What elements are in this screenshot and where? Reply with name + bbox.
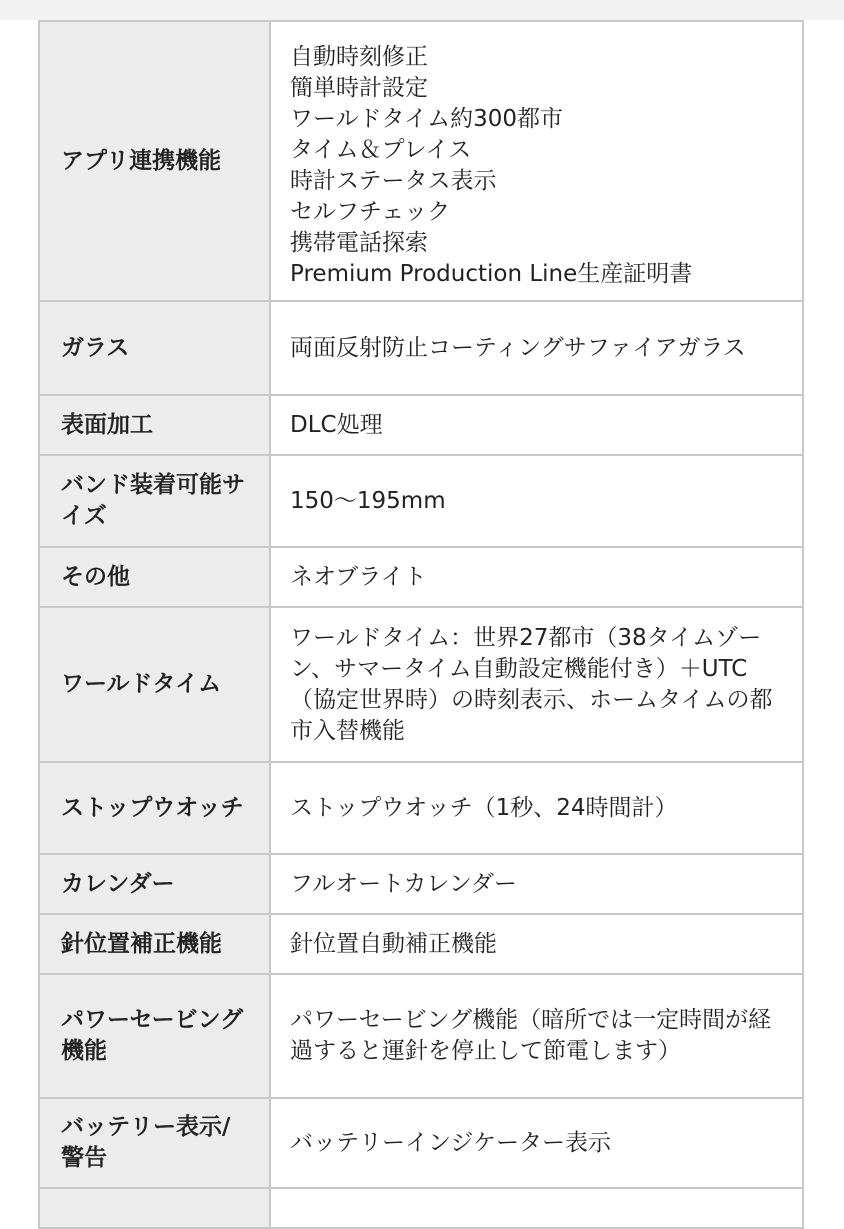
table-row — [39, 301, 803, 395]
spec-label: ワールドタイム — [39, 607, 270, 762]
table-row — [39, 607, 803, 762]
spec-label: ガラス — [39, 301, 270, 395]
spec-label: バンド装着可能サイズ — [39, 455, 270, 547]
spec-value: ネオブライト — [270, 547, 803, 607]
spec-value: 針位置自動補正機能 — [270, 914, 803, 974]
spec-value: フルオートカレンダー — [270, 854, 803, 914]
spec-label: カレンダー — [39, 854, 270, 914]
table-row — [39, 547, 803, 607]
spec-value: ワールドタイム：世界27都市（38タイムゾーン、サマータイム自動設定機能付き）＋UTC（協定世界時）の時刻表示、ホームタイムの都市入替機能 — [270, 607, 803, 762]
top-band — [0, 0, 844, 20]
spec-label: アプリ連携機能 — [39, 21, 270, 301]
table-row — [39, 974, 803, 1098]
spec-value: DLC処理 — [270, 395, 803, 455]
spec-label: 針位置補正機能 — [39, 914, 270, 974]
table-row — [39, 455, 803, 547]
spec-label — [39, 1188, 270, 1228]
spec-label: その他 — [39, 547, 270, 607]
table-row — [39, 914, 803, 974]
table-row — [39, 21, 803, 301]
spec-label: 表面加工 — [39, 395, 270, 455]
spec-value: 自動時刻修正 簡単時計設定 ワールドタイム約300都市 タイム＆プレイス 時計ステータス表示 セルフチェック 携帯電話探索 Premium Production Line生産証明書 — [270, 21, 803, 301]
spec-value — [270, 1188, 803, 1228]
table-row — [39, 854, 803, 914]
spec-value: バッテリーインジケーター表示 — [270, 1098, 803, 1188]
table-row — [39, 1098, 803, 1188]
table-row — [39, 1188, 803, 1228]
spec-label: バッテリー表示/警告 — [39, 1098, 270, 1188]
spec-value: パワーセービング機能（暗所では一定時間が経過すると運針を停止して節電します） — [270, 974, 803, 1098]
spec-label: ストップウオッチ — [39, 762, 270, 854]
spec-table — [38, 20, 804, 1229]
table-row — [39, 395, 803, 455]
spec-value: ストップウオッチ（1秒、24時間計） — [270, 762, 803, 854]
spec-label: パワーセービング機能 — [39, 974, 270, 1098]
spec-value: 両面反射防止コーティングサファイアガラス — [270, 301, 803, 395]
spec-value: 150〜195mm — [270, 455, 803, 547]
table-row — [39, 762, 803, 854]
